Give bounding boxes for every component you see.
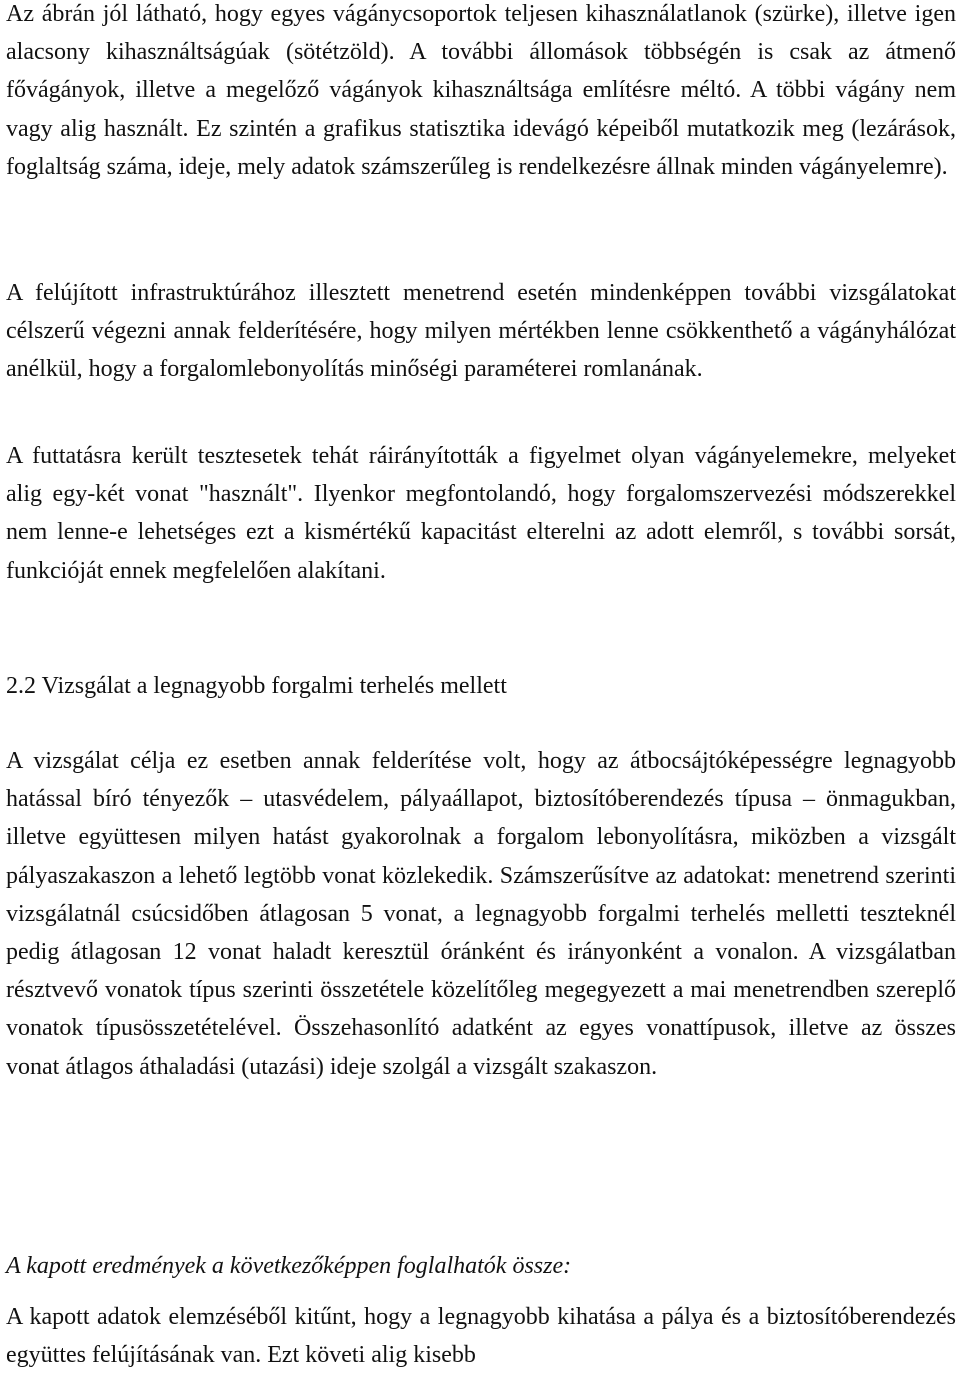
results-subheading: A kapott eredmények a következőképpen foglalhatók össze: bbox=[6, 1253, 572, 1279]
paragraph-results: A kapott adatok elemzéséből kitűnt, hogy a legnagyobb kihatása a pálya és a biztosítóberendezés együttes felújításának van. Ezt követi alig kisebb bbox=[6, 1304, 956, 1369]
paragraph-test-cases: A futtatásra került tesztesetek tehát ráirányították a figyelmet olyan vágányelemekre, melyeket alig egy-két vonat "használt". Ilyenkor megfontolandó, hogy forgalomszervezési módszerekkel nem lenne-e lehetséges ezt a kismértékű kapacitást elterelni az adott elemről, s további sorsát, funkcióját ennek megfelelően alakítani. bbox=[6, 443, 956, 584]
paragraph-track-utilization: Az ábrán jól látható, hogy egyes vágánycsoportok teljesen kihasználatlanok (szürke), illetve igen alacsony kihasználtságúak (sötétzöld). A további állomások többségén is csak az átmenő fővágányok, illetve a megelőző vágányok kihasználtsága említésre méltó. A többi vágány nem vagy alig használt. Ez szintén a grafikus statisztika idevágó képeiből mutatkozik meg (lezárások, foglaltság száma, ideje, mely adatok számszerűleg is rendelkezésre állnak minden vágányelemre). bbox=[6, 1, 956, 180]
paragraph-study-goal: A vizsgálat célja ez esetben annak felderítése volt, hogy az átbocsájtóképességre legnagyobb hatással bíró tényezők – utasvédelem, pályaállapot, biztosítóberendezés típusa – önmagukban, illetve együttesen milyen hatást gyakorolnak a forgalom lebonyolításra, miközben a vizsgált pályaszakaszon a lehető legtöbb vonat közlekedik. Számszerűsítve az adatokat: menetrend szerinti vizsgálatnál csúcsidőben átlagosan 5 vonat, a legnagyobb forgalmi terhelés melletti teszteknél pedig átlagosan 12 vonat haladt keresztül óránként és irányonként a vonalon. A vizsgálatban résztvevő vonatok típus szerinti összetétele közelítőleg megegyezett a mai menetrendben szereplő vonatok típusösszetételével. Összehasonlító adatként az egyes vonattípusok, illetve az összes vonat átlagos áthaladási (utazási) ideje szolgál a vizsgált szakaszon. bbox=[6, 748, 956, 1080]
section-heading: 2.2 Vizsgálat a legnagyobb forgalmi terhelés mellett bbox=[6, 673, 507, 699]
paragraph-network-reduction: A felújított infrastruktúrához illesztett menetrend esetén mindenképpen további vizsgálatokat célszerű végezni annak felderítésére, hogy milyen mértékben lenne csökkenthető a vágányhálózat anélkül, hogy a forgalomlebonyolítás minőségi paraméterei romlanának. bbox=[6, 280, 956, 383]
